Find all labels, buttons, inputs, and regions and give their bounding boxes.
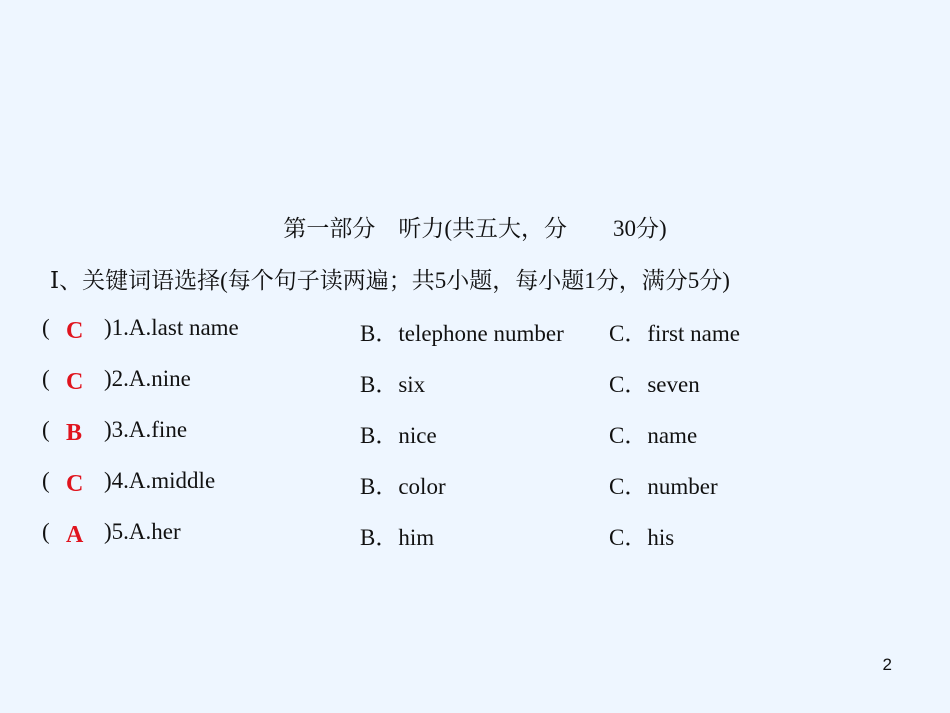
paren-open: (: [42, 315, 50, 340]
question-stem: )4.A.middle: [104, 468, 216, 493]
page-number: 2: [882, 655, 892, 674]
paren-open: (: [42, 468, 50, 493]
question-row: [42, 519, 902, 553]
paren-open: (: [42, 366, 50, 391]
answer-letter: C: [66, 471, 84, 497]
question-row: [42, 468, 902, 502]
option-b: B．him: [360, 525, 435, 550]
question-stem: )3.A.fine: [104, 417, 188, 442]
paren-open: (: [42, 519, 50, 544]
question-stem: )5.A.her: [104, 519, 181, 544]
section-heading: Ⅰ、关键词语选择(每个句子读两遍；共5小题，每小题1分，满分5分): [50, 268, 730, 293]
answer-letter: B: [66, 420, 83, 446]
paren-open: (: [42, 417, 50, 442]
option-b: B．nice: [360, 423, 437, 448]
question-row: [42, 366, 902, 400]
option-c: C．his: [609, 525, 675, 550]
option-b: B．six: [360, 372, 426, 397]
question-row: [42, 315, 902, 349]
option-b: B．color: [360, 474, 446, 499]
page-title: 第一部分 听力(共五大，分 30分): [283, 216, 667, 241]
question-stem: )2.A.nine: [104, 366, 191, 391]
option-c: C．number: [609, 474, 718, 499]
answer-letter: C: [66, 318, 84, 344]
question-row: [42, 417, 902, 451]
option-b: B．telephone number: [360, 321, 564, 346]
answer-letter: A: [66, 522, 84, 548]
question-stem: )1.A.last name: [104, 315, 239, 340]
option-c: C．name: [609, 423, 698, 448]
answer-letter: C: [66, 369, 84, 395]
option-c: C．seven: [609, 372, 700, 397]
option-c: C．first name: [609, 321, 740, 346]
